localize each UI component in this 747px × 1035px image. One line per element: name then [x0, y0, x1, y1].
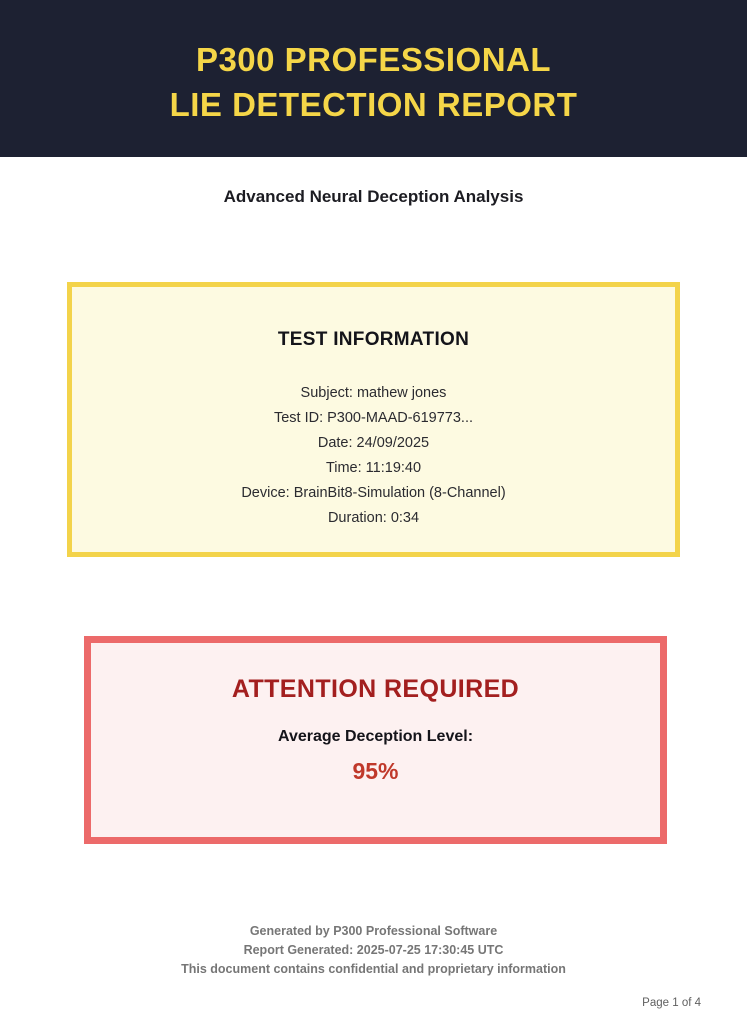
test-information-rows	[72, 381, 675, 531]
test-information-row: Subject: mathew jones	[300, 385, 447, 401]
attention-required-box	[84, 636, 667, 844]
test-information-row: Date: 24/09/2025	[317, 435, 430, 451]
test-information-title: TEST INFORMATION	[277, 329, 470, 350]
test-information-row: Test ID: P300-MAAD-619773...	[273, 410, 474, 426]
footer-line: This document contains confidential and proprietary information	[181, 962, 566, 976]
attention-required-title: ATTENTION REQUIRED	[231, 675, 520, 703]
report-footer	[0, 922, 747, 979]
report-subtitle: Advanced Neural Deception Analysis	[223, 187, 524, 206]
report-title-line-2: LIE DETECTION REPORT	[169, 85, 578, 123]
test-information-row: Time: 11:19:40	[325, 460, 422, 476]
test-information-row: Duration: 0:34	[327, 510, 420, 526]
test-information-box	[67, 282, 680, 557]
report-title-line-1: P300 PROFESSIONAL	[195, 40, 552, 78]
average-deception-level-value: 95%	[352, 758, 399, 784]
test-information-row: Device: BrainBit8-Simulation (8-Channel)	[241, 485, 506, 501]
average-deception-level-label: Average Deception Level:	[277, 728, 474, 745]
report-header-banner	[0, 0, 747, 157]
footer-line: Generated by P300 Professional Software	[249, 924, 498, 938]
footer-line: Report Generated: 2025-07-25 17:30:45 UTC	[243, 943, 504, 957]
page-number: Page 1 of 4	[642, 997, 701, 1009]
